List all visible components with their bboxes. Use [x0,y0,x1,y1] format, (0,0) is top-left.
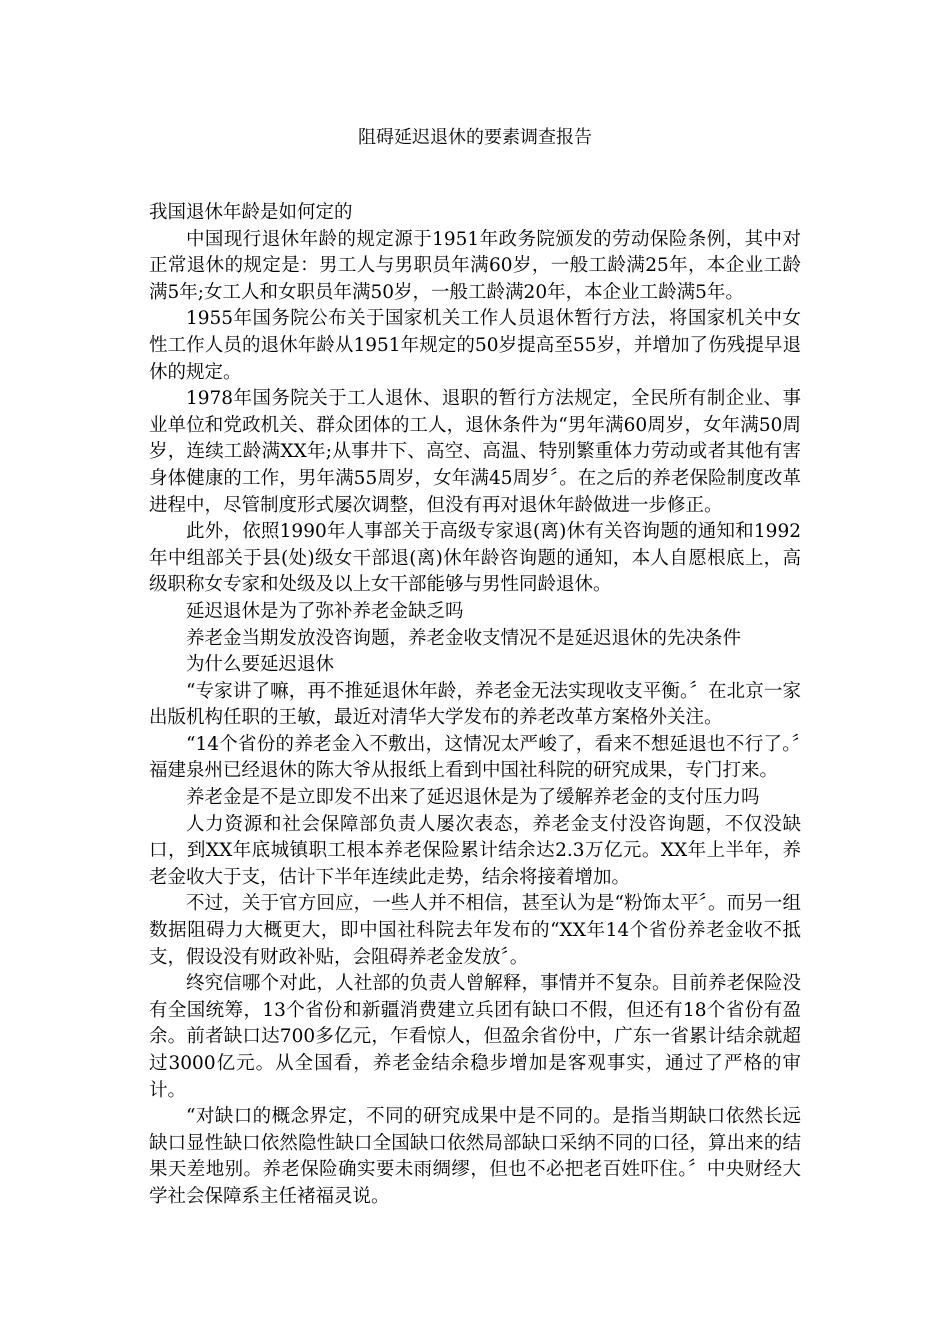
paragraph: “专家讲了嘛，再不推延退休年龄，养老金无法实现收支平衡。〞在北京一家出版机构任职的王敏，最近对清华大学发布的养老改革方案格外关注。 [149,680,801,729]
document-body [149,200,801,1211]
paragraph: 养老金是不是立即发不出来了延迟退休是为了缓解养老金的支付压力吗 [186,787,760,809]
section-heading: 延迟退休是为了弥补养老金缺乏吗 [186,600,464,622]
section-heading: 为什么要延迟退休 [186,654,335,676]
paragraph: 养老金当期发放没咨询题，养老金收支情况不是延迟退休的先决条件 [186,627,742,649]
paragraph: 此外，依照1990年人事部关于高级专家退(离)休有关咨询题的通知和1992年中组部关于县(处)级女干部退(离)休年龄咨询题的通知，本人自愿根底上，高级职称女专家和处级及以上女干部能够与男性同龄退休。 [149,521,801,596]
paragraph: 人力资源和社会保障部负责人屡次表态，养老金支付没咨询题，不仅没缺口，到XX年底城镇职工根本养老保险累计结余达2.3万亿元。XX年上半年，养老金收大于支，估计下半年连续此走势，结余将接着增加。 [149,813,801,888]
paragraph: 1978年国务院关于工人退休、退职的暂行方法规定，全民所有制企业、事业单位和党政机关、群众团体的工人，退休条件为“男年满60周岁，女年满50周岁，连续工龄满XX年;从事井下、高空、高温、特别繁重体力劳动或者其他有害身体健康的工作，男年满55周岁，女年满45周岁〞。在之后的养老保险制度改革进程中，尽管制度形式屡次调整，但没有再对退休年龄做进一步修正。 [149,388,801,516]
paragraph: 终究信哪个对此，人社部的负责人曾解释，事情并不复杂。目前养老保险没有全国统筹，13个省份和新疆消费建立兵团有缺口不假，但还有18个省份有盈余。前者缺口达700多亿元，乍看惊人，但盈余省份中，广东一省累计结余就超过3000亿元。从全国看，养老金结余稳步增加是客观事实，通过了严格的审计。 [149,973,801,1101]
paragraph: 1955年国务院公布关于国家机关工作人员退休暂行方法，将国家机关中女性工作人员的退休年龄从1951年规定的50岁提高至55岁，并增加了伤残提早退休的规定。 [149,308,801,383]
section-heading: 我国退休年龄是如何定的 [149,202,353,223]
paragraph: “对缺口的概念界定，不同的研究成果中是不同的。是指当期缺口依然长远缺口显性缺口依然隐性缺口全国缺口依然局部缺口采纳不同的口径，算出来的结果天差地别。养老保险确实要未雨绸缪，但也不必把老百姓吓住。〞中央财经大学社会保障系主任褚福灵说。 [149,1106,801,1207]
document-title: 阻碍延迟退休的要素调查报告 [358,127,592,148]
paragraph: “14个省份的养老金入不敷出，这情况太严峻了，看来不想延退也不行了。〞福建泉州已经退休的陈大爷从报纸上看到中国社科院的研究成果，专门打来。 [149,733,801,782]
paragraph: 中国现行退休年龄的规定源于1951年政务院颁发的劳动保险条例，其中对正常退休的规定是：男工人与男职员年满60岁，一般工龄满25年，本企业工龄满5年;女工人和女职员年满50岁，一般工龄满20年，本企业工龄满5年。 [149,228,801,303]
paragraph: 不过，关于官方回应，一些人并不相信，甚至认为是“粉饰太平〞。而另一组数据阻碍力大概更大，即中国社科院去年发布的“XX年14个省份养老金收不抵支，假设没有财政补贴，会阻碍养老金发放〞。 [149,893,801,968]
